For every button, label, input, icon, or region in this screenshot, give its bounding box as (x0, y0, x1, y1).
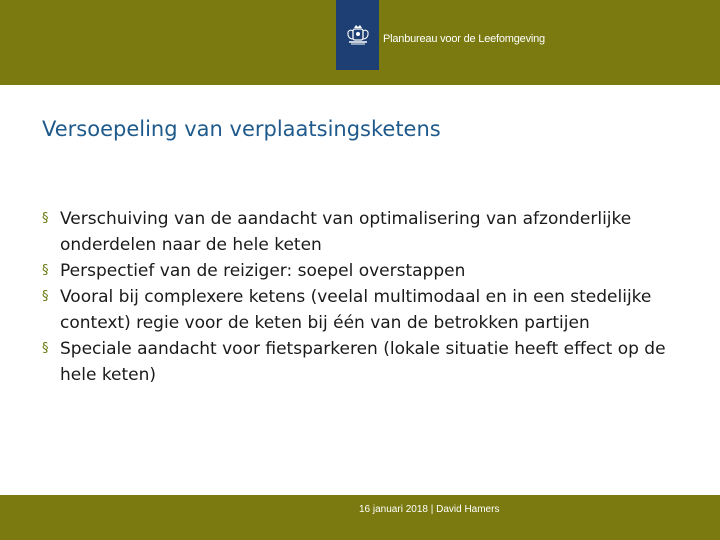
bullet-item (42, 284, 682, 336)
bullet-marker: § (42, 211, 49, 226)
bullet-item (42, 258, 682, 284)
footer-text: 16 januari 2018 | David Hamers (359, 504, 500, 515)
organization-name: Planbureau voor de Leefomgeving (383, 33, 545, 45)
logo (336, 0, 379, 70)
bullet-text: Vooral bij complexere ketens (veelal multimodaal en in een stedelijke context) regie voor de keten bij één van de betrokken partijen (60, 287, 652, 333)
bullet-item (42, 336, 682, 388)
bullet-list (42, 206, 682, 388)
bullet-marker: § (42, 263, 49, 278)
bullet-marker: § (42, 341, 49, 356)
bullet-item (42, 206, 682, 258)
bullet-text: Perspectief van de reiziger: soepel overstappen (60, 261, 466, 281)
footer-bar (0, 495, 720, 540)
slide-title: Versoepeling van verplaatsingsketens (42, 117, 441, 141)
bullet-text: Verschuiving van de aandacht van optimalisering van afzonderlijke onderdelen naar de hele keten (60, 209, 632, 255)
coat-of-arms-icon (345, 22, 371, 48)
bullet-text: Speciale aandacht voor fietsparkeren (lokale situatie heeft effect op de hele keten) (60, 339, 666, 385)
bullet-marker: § (42, 289, 49, 304)
